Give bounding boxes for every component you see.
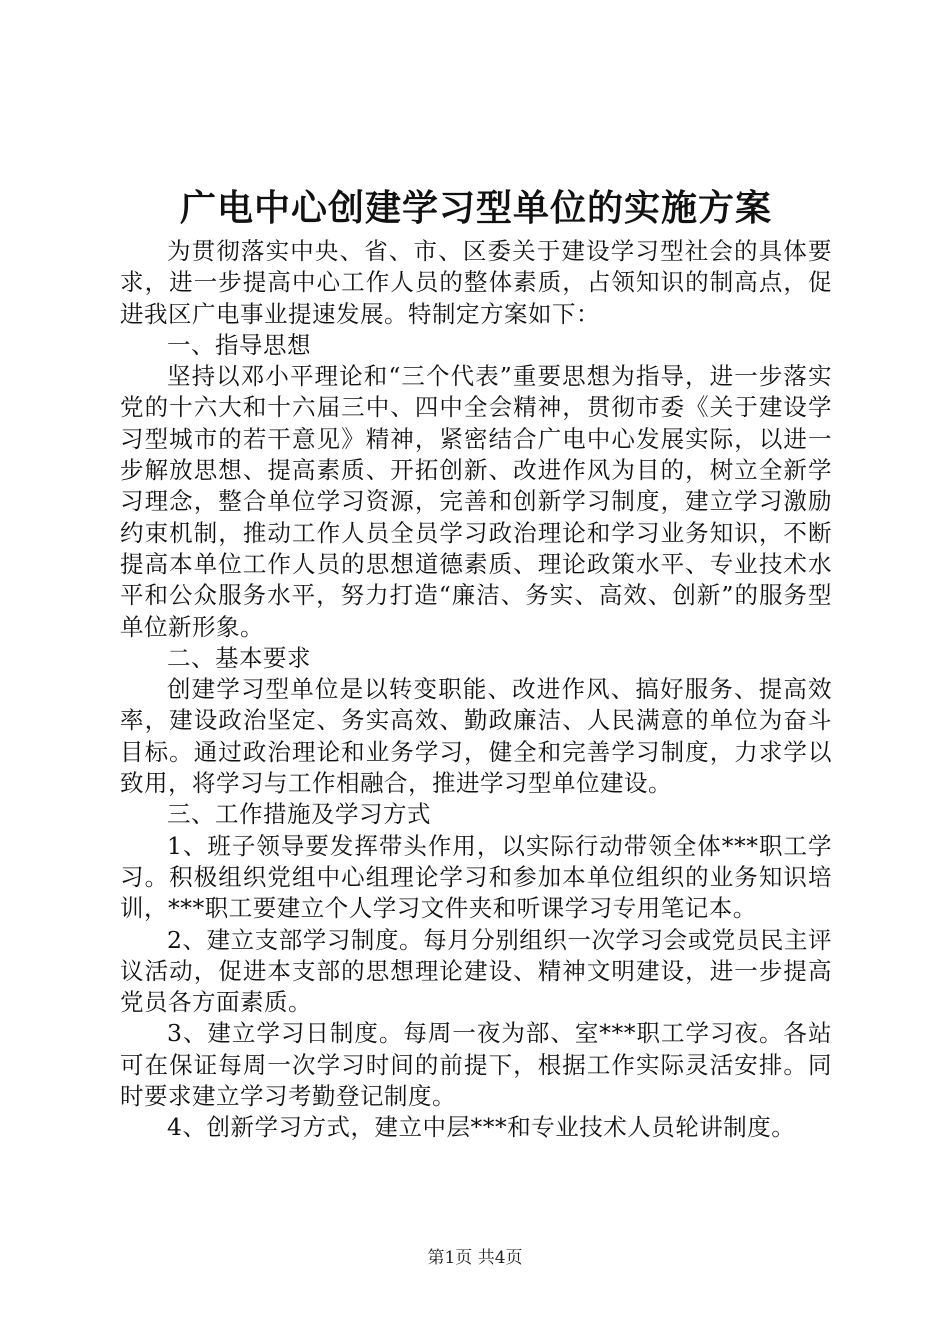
section-body-1: 坚持以邓小平理论和“三个代表”重要思想为指导，进一步落实党的十六大和十六届三中、四中全会精神，贯彻市委《关于建设学习型城市的若干意见》精神，紧密结合广电中心发展实际，以进一步解放思想、提高素质、开拓创新、改进作风为目的，树立全新学习理念，整合单位学习资源，完善和创新学习制度，建立学习激励约束机制，推动工作人员全员学习政治理论和学习业务知识，不断提高本单位工作人员的思想道德素质、理论政策水平、专业技术水平和公众服务水平，努力打造“廉洁、务实、高效、创新”的服务型单位新形象。 [120,362,832,641]
measure-item-2: 2、建立支部学习制度。每月分别组织一次学习会或党员民主评议活动，促进本支部的思想理论建设、精神文明建设，进一步提高党员各方面素质。 [120,925,832,1017]
intro-paragraph: 为贯彻落实中央、省、市、区委关于建设学习型社会的具体要求，进一步提高中心工作人员的整体素质，占领知识的制高点，促进我区广电事业提速发展。特制定方案如下： [120,237,832,328]
measure-item-4: 4、创新学习方式，建立中层***和专业技术人员轮讲制度。 [167,1113,796,1142]
document-title: 广电中心创建学习型单位的实施方案 [179,187,772,229]
document-page [120,182,832,1144]
section-heading-3: 三、工作措施及学习方式 [167,800,431,829]
section-body-2: 创建学习型单位是以转变职能、改进作风、搞好服务、提高效率，建设政治坚定、务实高效、勤政廉洁、人民满意的单位为奋斗目标。通过政治理论和业务学习，健全和完善学习制度，力求学以致用，将学习与工作相融合，推进学习型单位建设。 [120,675,832,798]
measure-item-1: 1、班子领导要发挥带头作用，以实际行动带领全体***职工学习。积极组织党组中心组理论学习和参加本单位组织的业务知识培训，***职工要建立个人学习文件夹和听课学习专用笔记本。 [120,831,832,923]
page-footer: 第1页 共4页 [427,1248,523,1268]
section-heading-1: 一、指导思想 [167,330,311,359]
section-heading-2: 二、基本要求 [167,643,311,672]
measure-item-3: 3、建立学习日制度。每周一夜为部、室***职工学习夜。各站可在保证每周一次学习时间的前提下，根据工作实际灵活安排。同时要求建立学习考勤登记制度。 [120,1019,832,1111]
